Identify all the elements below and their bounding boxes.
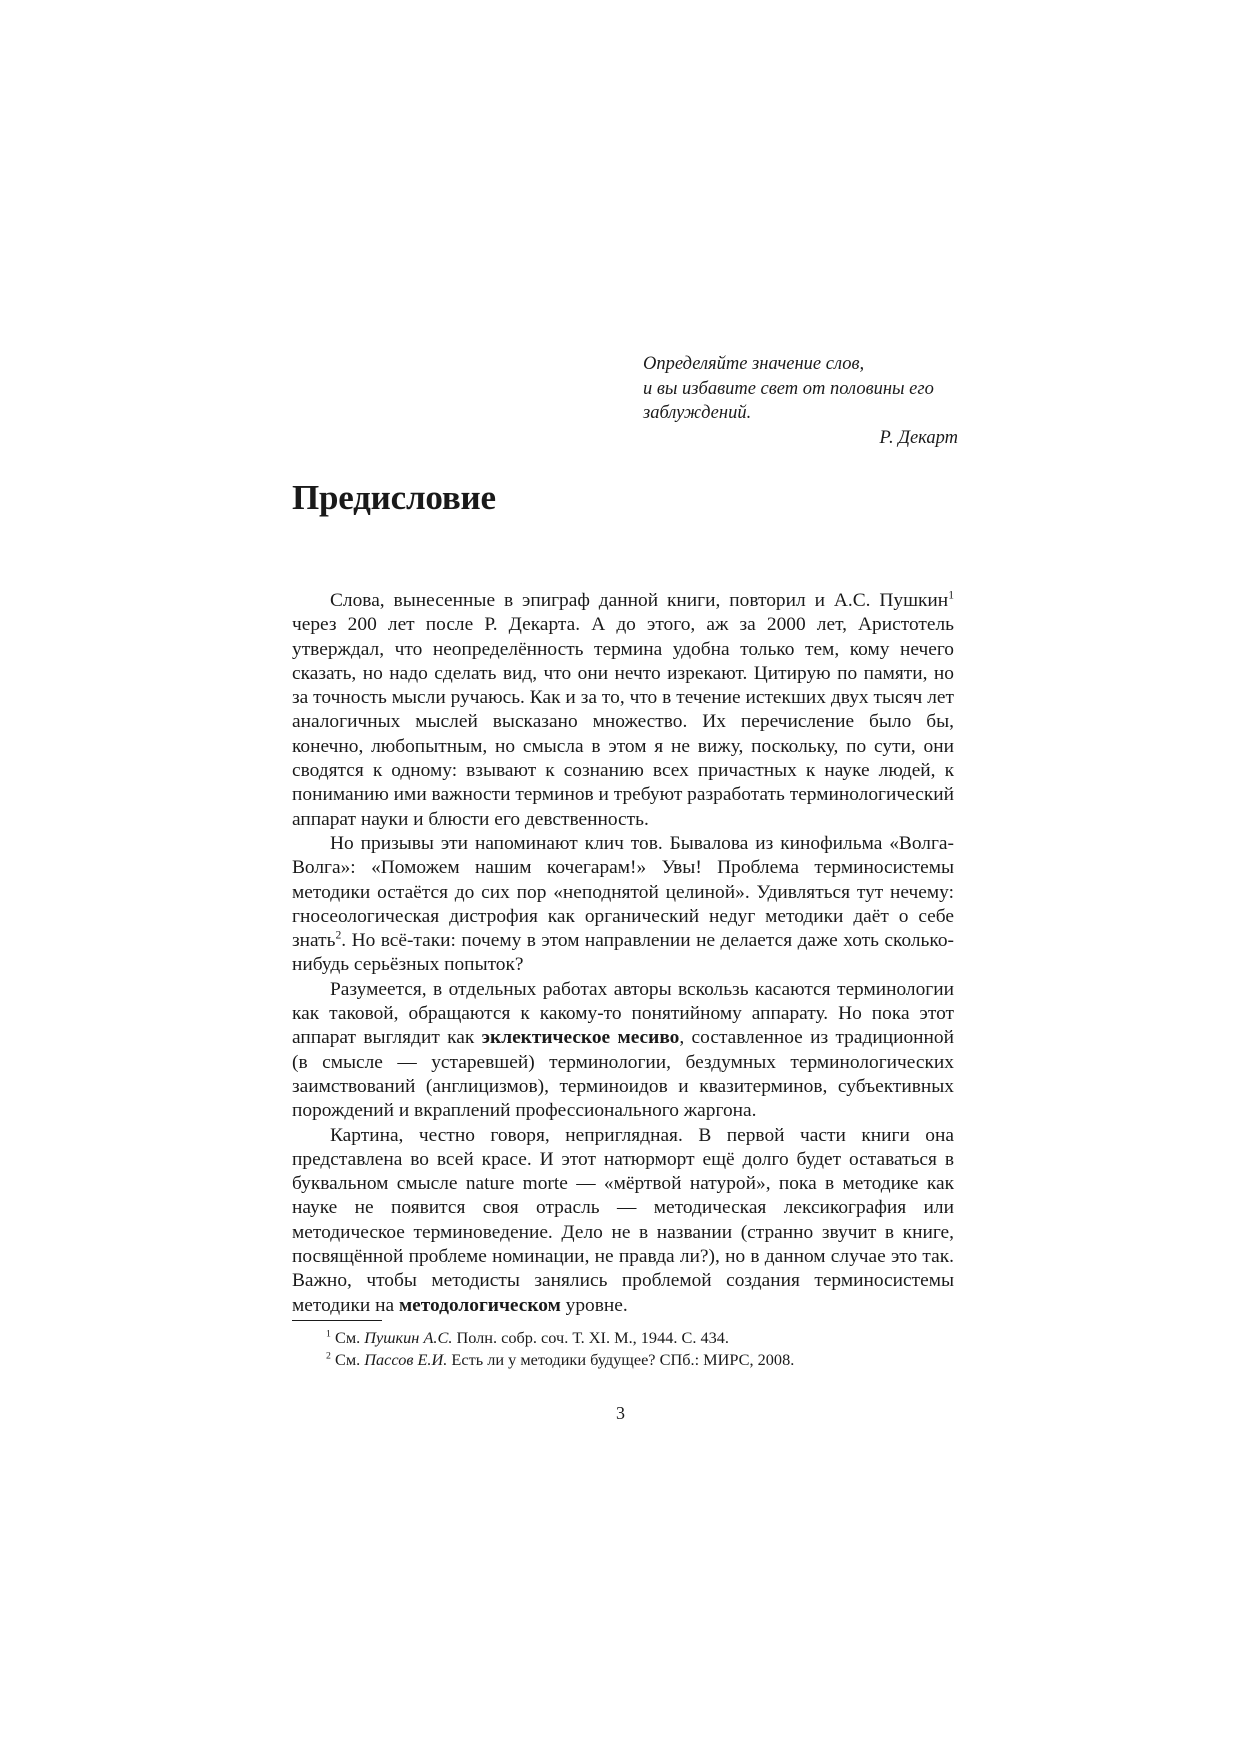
bold-term: методологическом (398, 1294, 561, 1316)
footnote-ref: 1 (948, 588, 954, 602)
footnote-mark: 2 (326, 1350, 331, 1362)
paragraph-text: Но призывы эти напоминают клич тов. Бывалова из кинофильма «Волга-Волга»: «Поможем нашим кочегарам!» Увы! Проблема терминосистемы методики остаётся до сих пор «неподнятой целиной». Удивляться тут нечему: гносеологическая дистрофия как органический недуг методики даёт о себе знать (292, 832, 954, 952)
page-title: Предисловие (292, 478, 496, 517)
epigraph-author: Р. Декарт (879, 427, 958, 448)
footnote-text: Полн. собр. соч. Т. XI. М., 1944. С. 434. (452, 1328, 729, 1347)
footnote-prefix: См. (330, 1328, 365, 1347)
footnote-mark: 1 (326, 1328, 331, 1340)
epigraph-line: Определяйте значение слов, (643, 354, 865, 374)
footnote-author: Пассов Е.И. (364, 1350, 448, 1369)
footnote-prefix: См. (330, 1350, 365, 1369)
body-text (292, 589, 954, 1318)
footnote (292, 1349, 954, 1371)
footnote (292, 1327, 954, 1349)
footnote-text: Есть ли у методики будущее? СПб.: МИРС, 2008. (447, 1350, 795, 1369)
footnote-divider (292, 1320, 382, 1321)
paragraph-text: Разумеется, в отдельных работах авторы вскользь касаются терминологии как таковой, обращаются к какому-то понятийному аппарату. Но пока этот аппарат выглядит как (292, 978, 954, 1049)
footnote-author: Пушкин А.С. (364, 1328, 453, 1347)
epigraph-line: и вы избавите свет от половины его (643, 378, 934, 399)
paragraph-text: , составленное из традиционной (в смысле — устаревшей) терминологии, бездумных терминологических заимствований (англицизмов), терминоидов и квазитерминов, субъективных порождений и вкраплений профессионального жаргона. (292, 1027, 954, 1122)
paragraph (292, 1124, 954, 1318)
paragraph-text: уровне. (560, 1294, 628, 1316)
epigraph (643, 352, 958, 450)
page-number: 3 (616, 1403, 625, 1423)
bold-term: эклектическое месиво (481, 1027, 680, 1049)
paragraph-text: Картина, честно говоря, неприглядная. В первой части книги она представлена во всей красе. И этот натюрморт ещё долго будет оставаться в буквальном смысле nature morte — «мёртвой натурой», пока в методике как науке не появится своя отрасль — методическая лексикография или методическое терминоведение. Дело не в названии (странно звучит в книге, посвящённой проблеме номинации, не правда ли?), но в данном случае это так. Важно, чтобы методисты занялись проблемой создания терминосистемы методики на (292, 1124, 954, 1316)
epigraph-line: заблуждений. (643, 403, 752, 423)
paragraph (292, 832, 954, 978)
footnotes (292, 1327, 954, 1371)
footnote-ref: 2 (335, 928, 342, 942)
paragraph-text: . Но всё-таки: почему в этом направлении не делается даже хоть сколько-нибудь серьёзных попыток? (292, 930, 954, 976)
paragraph (292, 978, 954, 1124)
paragraph-text: через 200 лет после Р. Декарта. А до этого, аж за 2000 лет, Аристотель утверждал, что неопределённость термина удобна только тем, кому нечего сказать, но надо сделать вид, что они нечто изрекают. Цитирую по памяти, но за точность мысли ручаюсь. Как и за то, что в течение истекших двух тысяч лет аналогичных мыслей высказано множество. Их перечисление было бы, конечно, любопытным, но смысла в этом я не вижу, поскольку, по сути, они сводятся к одному: взывают к сознанию всех причастных к науке людей, к пониманию ими важности терминов и требуют разработать терминологический аппарат науки и блюсти его девственность. (292, 614, 954, 830)
paragraph-text: Слова, вынесенные в эпиграф данной книги, повторил и А.С. Пушкин (330, 590, 949, 611)
paragraph (292, 589, 954, 832)
